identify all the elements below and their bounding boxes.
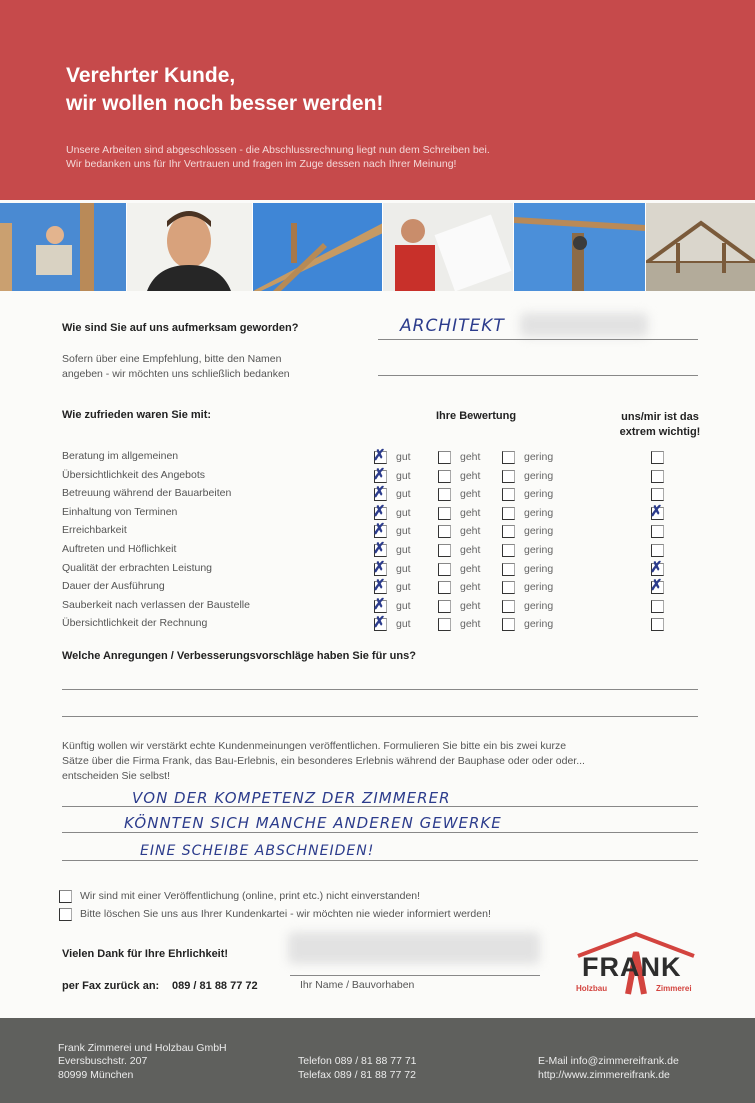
- rating-option-label: gering: [524, 525, 554, 538]
- photo-carpenter-portrait: [127, 203, 253, 291]
- logo-right-word: Zimmerei: [656, 984, 692, 993]
- footer-city: 80999 München: [58, 1069, 134, 1081]
- referral-sub-line-1: Sofern über eine Empfehlung, bitte den Namen: [62, 353, 282, 365]
- frank-logo: [574, 930, 702, 996]
- rating-row-label: Beratung im allgemeinen: [62, 450, 179, 462]
- rating-option-label: gering: [524, 544, 554, 556]
- rating-option-label: geht: [460, 469, 481, 482]
- referral-name-line: [378, 375, 698, 376]
- satisfaction-question: Wie zufrieden waren Sie mit:: [62, 409, 212, 421]
- photo-strip: [0, 203, 755, 291]
- rating-option-label: gering: [524, 618, 554, 631]
- rating-row: [62, 448, 702, 466]
- rating-checkbox-gering[interactable]: [502, 488, 515, 501]
- name-line: [290, 975, 540, 976]
- rating-checkbox-geht[interactable]: [438, 507, 451, 520]
- importance-header: [614, 410, 706, 440]
- testimonial-intro-line-3: entscheiden Sie selbst!: [62, 770, 170, 782]
- rating-check-mark: ✗: [373, 614, 386, 632]
- rating-checkbox-geht[interactable]: [438, 525, 451, 538]
- footer-web[interactable]: http://www.zimmereifrank.de: [538, 1069, 670, 1081]
- rating-option-label: gering: [524, 451, 554, 463]
- footer-email[interactable]: E-Mail info@zimmereifrank.de: [538, 1055, 679, 1067]
- testimonial-line-2: [62, 832, 698, 833]
- rating-checkbox-geht[interactable]: [438, 581, 451, 594]
- rating-check-mark: ✗: [373, 558, 386, 576]
- title-line-1: Verehrter Kunde,: [66, 64, 236, 87]
- importance-checkbox[interactable]: [651, 451, 664, 464]
- rating-checkbox-geht[interactable]: [438, 563, 451, 576]
- importance-checkbox[interactable]: [651, 525, 664, 538]
- footer: [0, 1018, 755, 1103]
- rating-option-label: geht: [460, 562, 481, 575]
- importance-checkbox[interactable]: [651, 488, 664, 501]
- referral-answer-line: [378, 339, 698, 340]
- rating-row-label: Betreuung während der Bauarbeiten: [62, 487, 232, 500]
- importance-check-mark: ✗: [650, 558, 663, 576]
- referral-subtext: [62, 352, 290, 382]
- name-label: Ihr Name / Bauvorhaben: [300, 979, 415, 991]
- importance-header-line-1: uns/mir ist das: [621, 411, 699, 423]
- rating-option-label: gut: [396, 618, 411, 631]
- delete-label: Bitte löschen Sie uns aus Ihrer Kundenkartei - wir möchten nie wieder informiert werden!: [80, 908, 491, 920]
- rating-row-label: Qualität der erbrachten Leistung: [62, 561, 213, 574]
- rating-option-label: geht: [460, 506, 481, 519]
- rating-check-mark: ✗: [373, 484, 386, 502]
- logo-name: FRANK: [582, 952, 682, 982]
- rating-option-label: geht: [460, 451, 481, 463]
- rating-checkbox-gering[interactable]: [502, 618, 515, 631]
- rating-checkbox-geht[interactable]: [438, 544, 451, 557]
- testimonial-line-3: [62, 860, 698, 861]
- rating-check-mark: ✗: [373, 465, 386, 483]
- rating-option-label: geht: [460, 525, 481, 538]
- rating-checkbox-gering[interactable]: [502, 563, 515, 576]
- page-title: [66, 62, 666, 118]
- rating-checkbox-gering[interactable]: [502, 470, 515, 483]
- rating-check-mark: ✗: [373, 502, 386, 520]
- photo-carpenter-working: [383, 203, 513, 291]
- delete-checkbox[interactable]: [59, 908, 72, 921]
- rating-option-label: geht: [460, 618, 481, 631]
- rating-row: [62, 597, 702, 615]
- rating-row: [62, 522, 702, 540]
- photo-roof-frame: [253, 203, 383, 291]
- footer-company: Frank Zimmerei und Holzbau GmbH: [58, 1042, 227, 1054]
- footer-phone: Telefon 089 / 81 88 77 71: [298, 1055, 417, 1067]
- rating-option-label: gering: [524, 488, 554, 501]
- referral-answer[interactable]: ARCHITEKT: [400, 316, 505, 336]
- testimonial-intro-line-2: Sätze über die Firma Frank, das Bau-Erlebnis, ein besonderes Erlebnis während der Bauphase oder oder oder...: [62, 755, 585, 767]
- logo-left-word: Holzbau: [576, 984, 608, 993]
- rating-check-mark: ✗: [373, 447, 386, 464]
- importance-checkbox[interactable]: [651, 470, 664, 483]
- rating-option-label: geht: [460, 544, 481, 556]
- title-line-2: wir wollen noch besser werden!: [66, 92, 384, 115]
- no-publish-checkbox[interactable]: [59, 890, 72, 903]
- referral-sub-line-2: angeben - wir möchten uns schließlich bedanken: [62, 368, 290, 380]
- testimonial-intro: [62, 739, 702, 784]
- rating-check-mark: ✗: [373, 595, 386, 613]
- rating-option-label: gering: [524, 562, 554, 575]
- rating-checkbox-geht[interactable]: [438, 600, 451, 613]
- rating-row-label: Erreichbarkeit: [62, 524, 127, 537]
- rating-checkbox-gering[interactable]: [502, 581, 515, 594]
- thanks-text: Vielen Dank für Ihre Ehrlichkeit!: [62, 948, 229, 960]
- rating-option-label: gut: [396, 544, 411, 556]
- rating-option-label: gering: [524, 469, 554, 482]
- rating-row: [62, 504, 702, 522]
- importance-check-mark: ✗: [650, 502, 663, 520]
- testimonial-hand-line-3[interactable]: EINE SCHEIBE ABSCHNEIDEN!: [140, 843, 375, 859]
- suggestion-line-1[interactable]: [62, 689, 698, 690]
- rating-option-label: gut: [396, 599, 411, 612]
- testimonial-intro-line-1: Künftig wollen wir verstärkt echte Kundenmeinungen veröffentlichen. Formulieren Sie bitte ein bis zwei kurze: [62, 740, 567, 752]
- importance-header-line-2: extrem wichtig!: [619, 426, 701, 438]
- rating-checkbox-geht[interactable]: [438, 470, 451, 483]
- importance-check-mark: ✗: [650, 577, 663, 595]
- rating-option-label: gut: [396, 525, 411, 538]
- suggestions-question: Welche Anregungen / Verbesserungsvorschläge haben Sie für uns?: [62, 650, 416, 662]
- rating-checkbox-gering[interactable]: [502, 544, 515, 557]
- fax-number: 089 / 81 88 77 72: [172, 980, 258, 992]
- photo-roof-truss: [646, 203, 755, 291]
- rating-option-label: gut: [396, 581, 411, 594]
- photo-carpenter-roof: [0, 203, 127, 291]
- rating-row: [62, 560, 702, 578]
- rating-row: [62, 485, 702, 503]
- rating-row: [62, 541, 702, 559]
- redacted-customer-name: [288, 932, 540, 964]
- importance-checkbox[interactable]: [651, 600, 664, 613]
- rating-checkbox-geht[interactable]: [438, 451, 451, 464]
- referral-question: Wie sind Sie auf uns aufmerksam geworden?: [62, 322, 299, 334]
- rating-option-label: gut: [396, 451, 411, 463]
- rating-option-label: gut: [396, 506, 411, 519]
- fax-label: per Fax zurück an:: [62, 980, 160, 992]
- rating-checkbox-geht[interactable]: [438, 488, 451, 501]
- intro-line-1: Unsere Arbeiten sind abgeschlossen - die Abschlussrechnung liegt nun dem Schreiben bei.: [66, 144, 490, 156]
- rating-checkbox-gering[interactable]: [502, 507, 515, 520]
- rating-checkbox-gering[interactable]: [502, 600, 515, 613]
- footer-street: Eversbuschstr. 207: [58, 1055, 148, 1067]
- footer-fax: Telefax 089 / 81 88 77 72: [298, 1069, 416, 1081]
- rating-header: Ihre Bewertung: [436, 410, 517, 422]
- importance-checkbox[interactable]: [651, 618, 664, 631]
- rating-row: [62, 467, 702, 485]
- rating-check-mark: ✗: [373, 521, 386, 539]
- rating-row-label: Sauberkeit nach verlassen der Baustelle: [62, 598, 250, 611]
- rating-row-label: Übersichtlichkeit der Rechnung: [62, 617, 208, 630]
- rating-row-label: Auftreten und Höflichkeit: [62, 543, 177, 555]
- rating-option-label: geht: [460, 488, 481, 501]
- rating-option-label: gut: [396, 562, 411, 575]
- testimonial-hand-line-2[interactable]: KÖNNTEN SICH MANCHE ANDEREN GEWERKE: [124, 814, 502, 832]
- importance-checkbox[interactable]: [651, 544, 664, 557]
- intro-line-2: Wir bedanken uns für Ihr Vertrauen und fragen im Zuge dessen nach Ihrer Meinung!: [66, 158, 457, 170]
- rating-option-label: gering: [524, 506, 554, 519]
- testimonial-line-1: [62, 806, 698, 807]
- rating-option-label: gering: [524, 581, 554, 594]
- rating-option-label: geht: [460, 581, 481, 594]
- redacted-referral-name: [520, 313, 648, 337]
- rating-checkbox-gering[interactable]: [502, 451, 515, 464]
- rating-row: [62, 578, 702, 596]
- rating-checkbox-gering[interactable]: [502, 525, 515, 538]
- rating-option-label: gut: [396, 488, 411, 501]
- suggestion-line-2[interactable]: [62, 716, 698, 717]
- rating-row-label: Übersichtlichkeit des Angebots: [62, 468, 205, 481]
- rating-row-label: Dauer der Ausführung: [62, 580, 165, 593]
- rating-option-label: gut: [396, 469, 411, 482]
- rating-row: [62, 615, 702, 633]
- no-publish-label: Wir sind mit einer Veröffentlichung (online, print etc.) nicht einverstanden!: [80, 890, 421, 902]
- header-intro: [66, 143, 686, 171]
- rating-option-label: gering: [524, 599, 554, 612]
- testimonial-hand-line-1[interactable]: VON DER KOMPETENZ DER ZIMMERER: [132, 789, 451, 807]
- rating-check-mark: ✗: [373, 540, 386, 557]
- photo-crane-beam: [514, 203, 646, 291]
- rating-checkbox-geht[interactable]: [438, 618, 451, 631]
- rating-option-label: geht: [460, 599, 481, 612]
- rating-row-label: Einhaltung von Terminen: [62, 505, 178, 518]
- rating-check-mark: ✗: [373, 577, 386, 595]
